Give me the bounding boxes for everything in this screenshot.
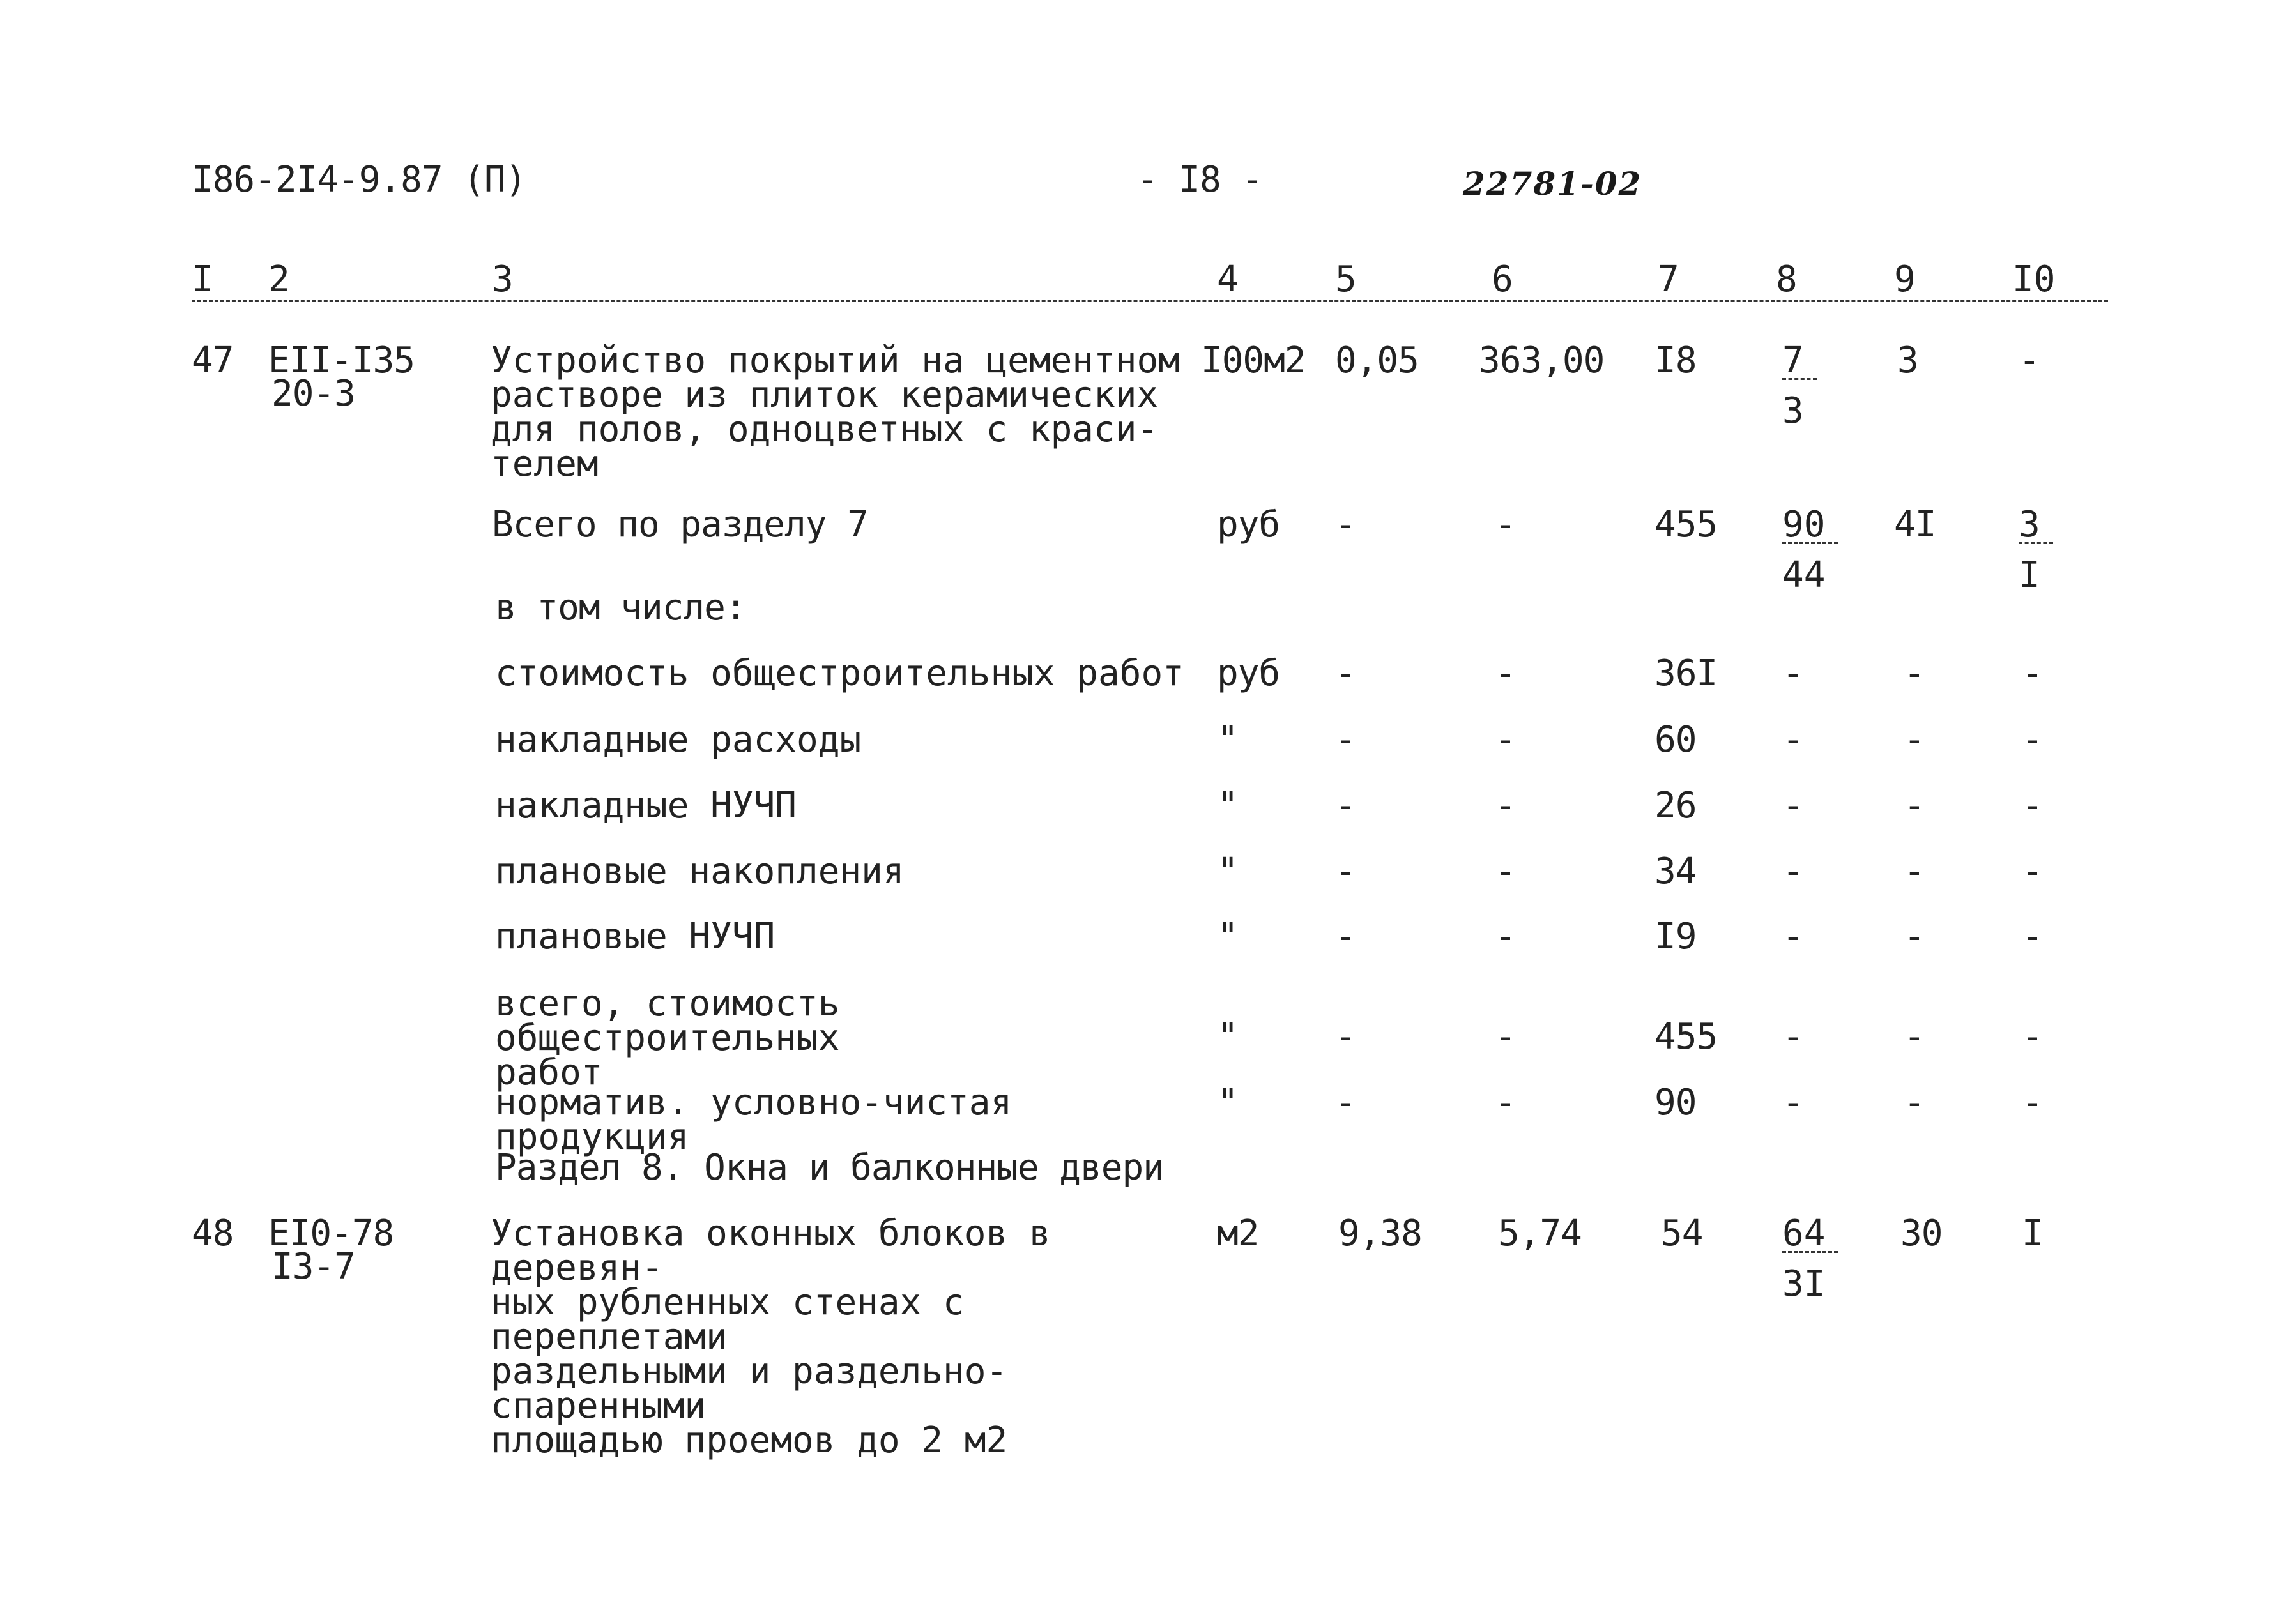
quantity: 9,38 (1338, 1213, 1422, 1254)
col8: - (1782, 916, 1803, 957)
col7: 26 (1654, 785, 1697, 826)
unit: I00м2 (1201, 340, 1306, 381)
col5: - (1335, 785, 1356, 826)
item-label: всего, стоимость общестроительных работ (495, 983, 840, 1093)
col-header-2: 2 (268, 259, 290, 300)
col10: - (2022, 1016, 2043, 1058)
row-number: 47 (192, 340, 234, 381)
fraction-top: 64 (1782, 1217, 1838, 1253)
unit: руб (1217, 653, 1280, 694)
fraction-top: 90 (1782, 508, 1838, 544)
col6: - (1495, 851, 1516, 892)
quantity: 0,05 (1335, 340, 1419, 381)
col5: - (1335, 653, 1356, 694)
col9: 4I (1894, 504, 1936, 545)
col8-fraction (1782, 340, 1817, 432)
norm-code: EII-I35 (268, 340, 415, 381)
col5: - (1335, 851, 1356, 892)
col7: 90 (1654, 1082, 1697, 1123)
col6: - (1495, 785, 1516, 826)
item-label: норматив. условно-чистая продукция (495, 1082, 1012, 1158)
col8: - (1782, 1082, 1803, 1123)
col9: 30 (1900, 1213, 1943, 1254)
col7: 36I (1654, 653, 1718, 694)
col10: I (2022, 1213, 2043, 1254)
unit: руб (1217, 504, 1280, 545)
col10: - (2022, 1082, 2043, 1123)
col10: - (2022, 719, 2043, 761)
unit-price: 363,00 (1479, 340, 1605, 381)
col6: - (1495, 653, 1516, 694)
unit: " (1217, 785, 1238, 826)
item-label: плановые накопления (495, 851, 905, 892)
col-header-4: 4 (1217, 259, 1239, 300)
col-header-7: 7 (1658, 259, 1679, 300)
col6: - (1495, 1082, 1516, 1123)
col8: - (1782, 719, 1803, 761)
col5: - (1335, 719, 1356, 761)
col9: - (1904, 653, 1925, 694)
col-header-3: 3 (492, 259, 514, 300)
fraction-bottom: 3I (1782, 1263, 1826, 1305)
unit: " (1217, 1082, 1238, 1123)
col6: - (1495, 1016, 1516, 1058)
item-label: плановые НУЧП (495, 916, 775, 957)
total-label: Всего по разделу 7 (492, 504, 868, 545)
col7: 34 (1654, 851, 1697, 892)
col-header-6: 6 (1492, 259, 1513, 300)
col10: - (2019, 340, 2040, 381)
col9: - (1904, 1016, 1925, 1058)
col10: - (2022, 851, 2043, 892)
row-number: 48 (192, 1213, 234, 1254)
including-label: в том числе: (495, 587, 746, 628)
col7: 60 (1654, 719, 1697, 761)
col10: - (2022, 785, 2043, 826)
col8: - (1782, 851, 1803, 892)
col8-fraction (1782, 504, 1838, 596)
registration-stamp: 22781-02 (1463, 165, 1642, 202)
unit: " (1217, 1016, 1238, 1058)
fraction-bottom: I (2019, 554, 2040, 596)
norm-code-sub: I3-7 (271, 1246, 355, 1287)
header-underline (192, 300, 2108, 302)
unit: " (1217, 851, 1238, 892)
col9: - (1904, 785, 1925, 826)
total: I8 (1654, 340, 1697, 381)
col9: - (1904, 1082, 1925, 1123)
total: 54 (1661, 1213, 1703, 1254)
col-header-1: I (192, 259, 213, 300)
document-code: I86-2I4-9.87 (П) (192, 159, 526, 201)
col-header-8: 8 (1776, 259, 1798, 300)
col6: - (1495, 504, 1516, 545)
col8: - (1782, 1016, 1803, 1058)
work-description: Устройство покрытий на цементном растворе из плиток керамических для полов, одноцветных с краси- телем (491, 340, 1180, 485)
col6: - (1495, 719, 1516, 761)
col7: 455 (1654, 1016, 1718, 1058)
fraction-top: 3 (2019, 508, 2053, 544)
col-header-5: 5 (1335, 259, 1357, 300)
col8-fraction (1782, 1213, 1838, 1305)
page-number: - I8 - (1137, 159, 1263, 201)
norm-code: EI0-78 (268, 1213, 394, 1254)
fraction-top: 7 (1782, 344, 1817, 380)
item-label: накладные расходы (495, 719, 862, 761)
unit: м2 (1217, 1213, 1259, 1254)
col10-fraction (2019, 504, 2053, 596)
col-header-9: 9 (1894, 259, 1916, 300)
unit: " (1217, 719, 1238, 761)
col7: 455 (1654, 504, 1718, 545)
col9: 3 (1897, 340, 1918, 381)
col10: - (2022, 916, 2043, 957)
item-label: стоимость общестроительных работ (495, 653, 1184, 694)
unit-price: 5,74 (1498, 1213, 1582, 1254)
col9: - (1904, 916, 1925, 957)
col-header-10: I0 (2012, 259, 2056, 300)
section-8-title: Раздел 8. Окна и балконные двери (495, 1147, 1164, 1188)
col9: - (1904, 719, 1925, 761)
col7: I9 (1654, 916, 1697, 957)
col5: - (1335, 1016, 1356, 1058)
unit: " (1217, 916, 1238, 957)
col9: - (1904, 851, 1925, 892)
item-label: накладные НУЧП (495, 785, 797, 826)
col5: - (1335, 504, 1356, 545)
fraction-bottom: 3 (1782, 390, 1804, 432)
col5: - (1335, 1082, 1356, 1123)
norm-code-sub: 20-3 (271, 373, 355, 414)
work-description: Установка оконных блоков в деревян- ных рубленных стенах с переплетами раздельными и раздельно-спаренными площадью проемов до 2 м2 (491, 1213, 1051, 1461)
col8: - (1782, 653, 1803, 694)
col6: - (1495, 916, 1516, 957)
col5: - (1335, 916, 1356, 957)
fraction-bottom: 44 (1782, 554, 1826, 596)
col10: - (2022, 653, 2043, 694)
col8: - (1782, 785, 1803, 826)
